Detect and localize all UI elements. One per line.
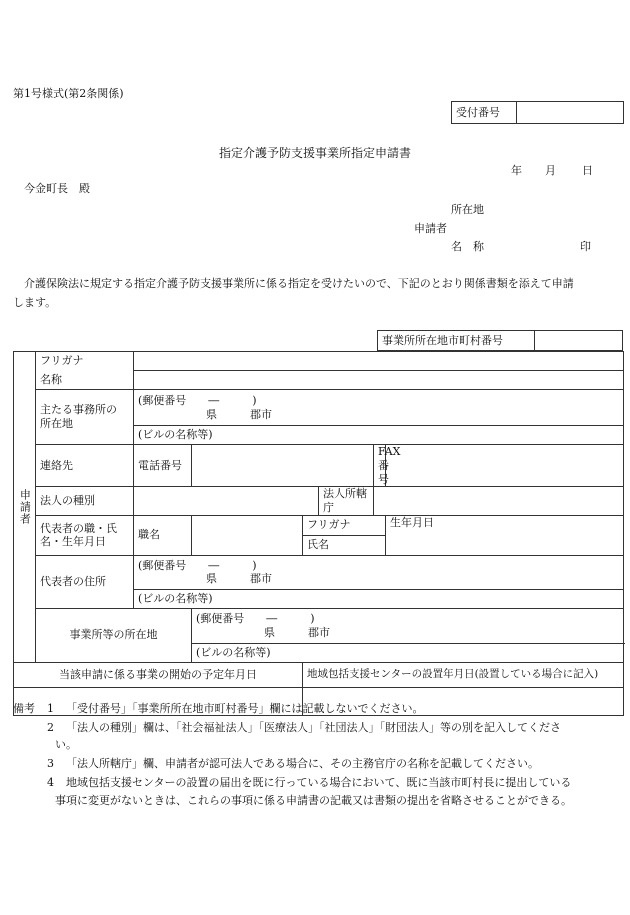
birth-date-label: 生年月日: [386, 515, 624, 555]
site-building-field[interactable]: (ビルの名称等): [192, 643, 624, 662]
date-month: 月: [545, 164, 556, 177]
rep-pref-city-text: 県 郡市: [206, 572, 272, 586]
note-4b: 事項に変更がないときは、これらの事項に係る申請書の記載又は書類の提出を省略させることができる。: [55, 794, 572, 807]
note-2b: い。: [55, 738, 77, 751]
note-1: 「受付番号」「事業所所在地市町村番号」欄には記載しないでください。: [66, 702, 424, 715]
office-postal-field[interactable]: [134, 390, 624, 426]
site-postal-text: (郵便番号 ― ): [196, 612, 315, 625]
start-date-label: 当該申請に係る事業の開始の予定年月日: [14, 662, 303, 687]
note-1-number: 1: [47, 702, 54, 715]
intro-line-1: 介護保険法に規定する指定介護予防支援事業所に係る指定を受けたいので、下記のとおり関係書類を添えて申請: [24, 277, 574, 290]
page-title: 指定介護予防支援事業所指定申請書: [218, 146, 411, 160]
fax-field[interactable]: [386, 445, 624, 487]
date-day: 日: [582, 164, 593, 177]
intro-line-2: します。: [13, 296, 57, 309]
note-3-number: 3: [47, 757, 54, 770]
phone-field[interactable]: [192, 445, 374, 487]
municipal-number-box: [377, 330, 623, 351]
note-4-number: 4: [47, 776, 54, 789]
name-label: 名称: [36, 371, 134, 390]
rep-postal-text: (郵便番号 ― ): [138, 558, 257, 572]
phone-label: 電話番号: [134, 445, 192, 487]
site-postal-field[interactable]: [192, 608, 624, 643]
receipt-value[interactable]: [517, 102, 624, 124]
corp-type-label: 法人の種別: [36, 487, 134, 516]
pref-city-text: 県 郡市: [206, 407, 272, 421]
note-3: 「法人所轄庁」欄、申請者が認可法人である場合に、その主務官庁の名称を記載してください。: [66, 757, 539, 770]
fax-label: FAX番号: [374, 445, 386, 487]
representative-label: [36, 515, 134, 555]
note-4a: 地域包括支援センターの設置の届出を既に行っている場合において、既に当該市町村長に提出している: [66, 776, 572, 789]
applicant-location: 所在地: [451, 203, 484, 216]
representative-label-2: 名・生年月日: [40, 535, 106, 549]
notes-head: 備考: [13, 702, 35, 715]
seal-mark: 印: [580, 240, 591, 253]
applicant-label: 申請者: [414, 222, 447, 235]
corp-authority-label: 法人所轄庁: [319, 487, 374, 516]
office-address-label-2: 所在地: [40, 417, 73, 430]
position-label: 職名: [134, 515, 192, 555]
note-2a: 「法人の種別」欄は、「社会福祉法人」「医療法人」「社団法人」「財団法人」等の別を記入してくださ: [66, 721, 561, 734]
rep-postal-field[interactable]: [134, 555, 624, 589]
receipt-box: [451, 101, 624, 124]
rep-name-label: 氏名: [303, 535, 386, 555]
name-field[interactable]: [134, 371, 624, 390]
application-table: [13, 351, 624, 716]
rep-building-field[interactable]: (ビルの名称等): [134, 589, 624, 608]
furigana-label: フリガナ: [36, 352, 134, 371]
municipal-number-value[interactable]: [535, 331, 623, 351]
site-pref-city-text: 県 郡市: [264, 625, 330, 639]
postal-text: (郵便番号 ― ): [138, 393, 257, 407]
applicant-name: 名 称: [451, 240, 484, 253]
site-address-label: 事業所等の所在地: [36, 608, 192, 662]
form-label: 第1号様式(第2条関係): [13, 87, 124, 100]
office-address-label-1: 主たる事務所の: [40, 403, 117, 417]
note-2-number: 2: [47, 721, 54, 734]
corp-type-field[interactable]: [134, 487, 319, 516]
corp-authority-field[interactable]: [374, 487, 624, 516]
receipt-label: 受付番号: [452, 102, 517, 124]
date-year: 年: [511, 164, 522, 177]
applicant-side-label: 申請者: [14, 352, 36, 663]
furigana-field[interactable]: [134, 352, 624, 371]
rep-address-label: 代表者の住所: [36, 555, 134, 608]
office-address-label: [36, 390, 134, 445]
contact-label: 連絡先: [36, 445, 134, 487]
municipal-number-label: 事業所所在地市町村番号: [378, 331, 535, 351]
representative-label-1: 代表者の職・氏: [40, 521, 117, 535]
center-date-label: 地域包括支援センターの設置年月日(設置している場合に記入): [303, 662, 624, 687]
office-building-field[interactable]: (ビルの名称等): [134, 426, 624, 445]
rep-furigana-label: フリガナ: [303, 515, 386, 535]
position-field[interactable]: [192, 515, 303, 555]
addressee: 今金町長 殿: [24, 182, 90, 195]
